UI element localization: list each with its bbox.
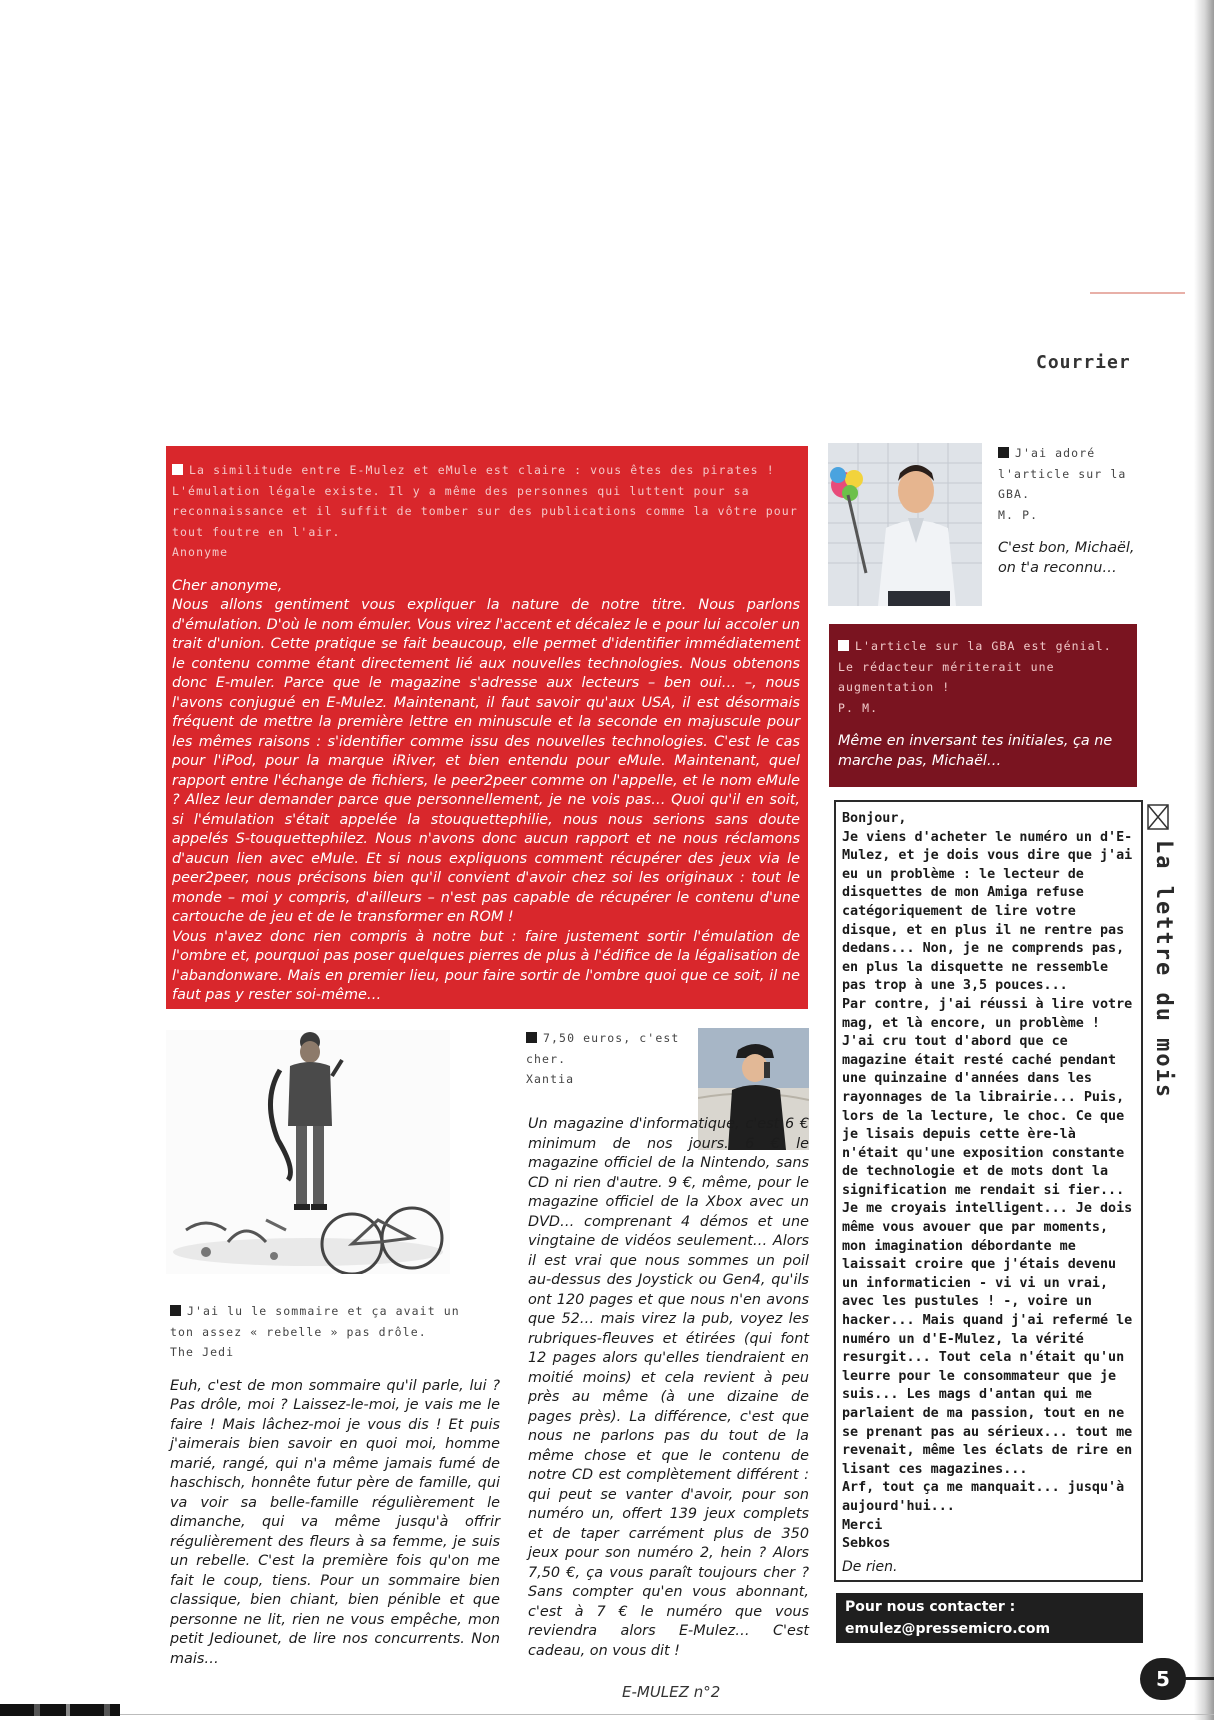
reply-paragraph: Cher anonyme, xyxy=(172,577,283,594)
page-number: 5 xyxy=(1140,1658,1186,1700)
letter-reply: Même en inversant tes initiales, ça ne marche pas, Michaël… xyxy=(838,733,1113,769)
letter-gba-1 xyxy=(998,443,1138,578)
letter-greeting: Bonjour, xyxy=(842,811,907,826)
bullet-square xyxy=(170,1305,181,1316)
decorative-line xyxy=(1090,292,1185,294)
contact-email[interactable]: emulez@pressemicro.com xyxy=(845,1621,1051,1637)
letter-body: Je viens d'acheter le numéro un d'E-Mulez, et je dois vous dire que j'ai eu un problème : le lecteur de disquettes de mon Amiga refuse catégoriquement de lire votre disque, et en plus il ne rentre pas dedans... Non, je ne comprends pas, en plus la disquette ne ressemble pas trop à une 3,5 pouces... xyxy=(842,829,1133,994)
letter-reply: Un magazine d'informatique, c'est 6 € minimum de nos jours. 6 € le magazine officiel de la Nintendo, sans CD ni rien d'autre. 9 €, même, pour le magazine officiel de la Xbox avec un DVD… comprenant 4 démos et une vingtaine de vidéos seulement… Alors il est vrai que nous sommes un poil au-dessus des Joystick ou Gen4, qu'ils ont 120 pages et que nous n'en avons que 52… mais virez la pub, voyez les rubriques-fleuves et étirées (qui font 12 pages alors qu'elles tiendraient en moitié moins) et cela revient à peu près au même (à une dizaine de pages près). La différence, c'est que nous ne parlons pas du tout de la même chose et que le contenu de notre CD est complètement différent : qui peut se vanter d'avoir, pour son numéro un, offert 139 jeux complets et de taper carrément plus de 350 jeux pour son numéro 2, hein ? Alors 7,50 €, ça vous paraît toujours cher ? Sans compter qu'en vous abonnant, c'est à 7 € le numéro que vous reviendra alors E-Mulez… C'est cadeau, on vous dit ! xyxy=(528,1116,809,1659)
letter-reply: De rien. xyxy=(842,1558,898,1575)
letter-thanks: Merci xyxy=(842,1517,883,1533)
bullet-square xyxy=(172,464,183,475)
contact-label: Pour nous contacter : xyxy=(845,1599,1016,1615)
letter-reply: C'est bon, Michaël, on t'a reconnu… xyxy=(998,540,1135,576)
reply-paragraph: Vous n'avez donc rien compris à notre but : faire justement sortir l'émulation de l'ombre et, pourquoi pas poser quelques pierres de plus à l'édifice de la légalisation de l'abandonware. Mais en premier lieu, pour faire sortir de l'ombre quoi que ce soit, il ne faut pas y rester soi-même… xyxy=(172,928,800,1003)
letter-anonyme xyxy=(166,446,808,1009)
letter-question: L'article sur la GBA est génial. Le rédacteur mériterait une augmentation ! xyxy=(838,639,1112,694)
letter-of-month-title: La lettre du mois xyxy=(1151,840,1176,1100)
envelope-icon xyxy=(1147,804,1169,830)
letter-xantia-reply xyxy=(528,1115,809,1661)
bullet-square xyxy=(526,1032,537,1043)
letter-signature: Anonyme xyxy=(172,545,229,559)
section-title: Courrier xyxy=(1036,352,1131,373)
letter-xantia-question xyxy=(526,1028,691,1090)
letter-signature: Xantia xyxy=(526,1072,575,1086)
reply-paragraph: Nous allons gentiment vous expliquer la nature de notre titre. Nous parlons d'émulation. D'où le nom émuler. Vous virez l'accent et décalez le e pour lui accoler un trait d'union. Cette pratique se fait beaucoup, elle permet d'identifier immédiatement le contenu comme étant directement lié aux nouvelles technologies. Nous obtenons donc E-muler. Parce que le magazine s'adresse aux lecteurs – ben oui… –, nous l'avons conjugué en E-Mulez. Maintenant, il faut savoir qu'aux USA, il est désormais fréquent de mettre la première lettre en minuscule et la seconde en majuscule pour les mêmes raisons : s'identifier comme issu des nouvelles technologies. C'est le cas pour l'iPod, pour la marque iRiver, et bien entendu pour eMule. Maintenant, quel rapport entre l'échange de fichiers, le peer2peer comme on l'appelle, et le nom eMule ? Allez leur demander parce que personnellement, je ne vois pas… Quoi qu'il en soit, si l'émulation s'était appelée la stouquettephilie, nous nous serions sans doute appelés S-touquettephilez. Nous n'avons donc aucun rapport et ne nous réclamons d'aucun lien avec eMule. Et si nous expliquons comment récupérer des jeux via le peer2peer, nous précisons bien qu'il convient d'avoir chez soi les originaux : tout le monde – moi y compris, d'ailleurs – n'est pas capable de récupérer le contenu d'une cartouche de jeu et de le transformer en ROM ! xyxy=(172,597,800,925)
photo-rebel-bicycle xyxy=(166,1030,450,1274)
bottom-strip xyxy=(0,1704,120,1716)
letter-signature: P. M. xyxy=(838,700,879,715)
letter-signature: M. P. xyxy=(998,507,1039,522)
letter-signature: The Jedi xyxy=(170,1345,235,1359)
letter-reply: Euh, c'est de mon sommaire qu'il parle, lui ? Pas drôle, moi ? Laissez-le-moi, je vais me le faire ! Mais lâchez-moi je vous dis ! Et puis j'aimerais bien savoir en quoi moi, homme marié, rangé, qui n'a même jamais fumé de haschisch, honnête futur père de famille, qui va voir sa belle-famille régulièrement le dimanche, qui va même jusqu'à offrir régulièrement des fleurs à sa femme, je suis un rebelle. C'est la première fois qu'on me fait le coup, tiens. Pour un sommaire bien classique, bien chiant, bien pénible et que personne ne lit, rien ne vous empêche, mon petit Jediounet, de lire nos concurrents. Non mais… xyxy=(170,1377,500,1667)
letter-body: Par contre, j'ai réussi à lire votre mag, et là encore, un problème ! J'ai cru tout d'abord que ce magazine était resté caché pendant une quinzaine d'années dans les rayonnages de la librairie... Puis, lors de la lecture, le choc. Ce que je lisais depuis cette ère-là n'était qu'une exposition constante de technologie et de mots dont la signification me rendait si fier... Je me croyais intelligent... Je dois même vous avouer que par moments, mon imagination débordante me laissait croire que j'étais devenu un informaticien - vi vi un vrai, avec les pustules ! -, voire un hacker... Mais quand j'ai refermé le numéro un d'E-Mulez, la vérité resurgit... Tout cela n'était qu'un leurre pour le consommateur que je suis... Les mags d'antan qui me parlaient de ma passion, tout en ne se prenant pas au sérieux... tout me revenait, même les éclats de rire en lisant ces magazines... xyxy=(842,996,1133,1477)
letter-question: J'ai lu le sommaire et ça avait un ton assez « rebelle » pas drôle. xyxy=(170,1304,460,1339)
bottom-rule xyxy=(120,1714,1214,1715)
page-edge-shadow xyxy=(1194,0,1214,1720)
letter-reply xyxy=(172,577,800,1006)
letter-gba-2 xyxy=(829,624,1137,787)
letter-body: Arf, tout ça me manquait... jusqu'à aujourd'hui... xyxy=(842,1480,1125,1514)
letter-jedi xyxy=(170,1301,500,1669)
letter-question: 7,50 euros, c'est cher. xyxy=(526,1031,680,1066)
footer-magazine: E-MULEZ n°2 xyxy=(622,1683,721,1701)
letter-signature: Sebkos xyxy=(842,1536,891,1552)
bullet-square xyxy=(998,447,1009,458)
photo-michael-duster xyxy=(828,443,982,606)
bullet-square xyxy=(838,640,849,651)
letter-question: J'ai adoré l'article sur la GBA. xyxy=(998,446,1127,501)
letter-question: La similitude entre E-Mulez et eMule est claire : vous êtes des pirates ! L'émulation légale existe. Il y a même des personnes qui luttent pour sa reconnaissance et il suffit de tomber sur des publications comme la vôtre pour tout foutre en l'air. xyxy=(172,463,798,539)
contact-box xyxy=(836,1593,1143,1643)
letter-of-the-month xyxy=(834,800,1143,1582)
